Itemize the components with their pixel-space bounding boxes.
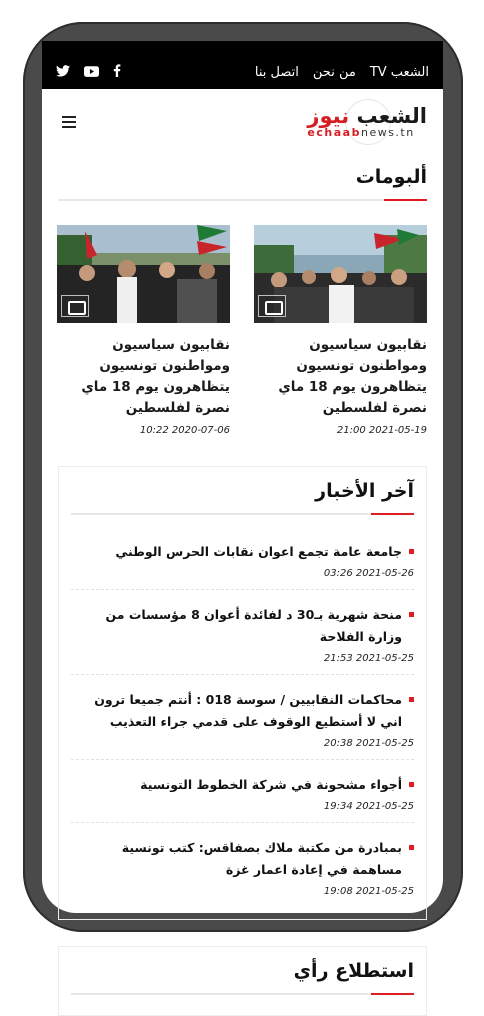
news-item[interactable]: [71, 675, 414, 760]
news-item[interactable]: [71, 527, 414, 590]
social-links: [56, 62, 121, 81]
latest-news-widget: [58, 466, 427, 920]
news-item-date: 21:53 2021-05-25: [323, 653, 414, 664]
youtube-icon[interactable]: [84, 62, 99, 81]
logo-wordmark: الشعب نيوز: [307, 104, 427, 128]
news-item-title[interactable]: جامعة عامة تجمع اعوان نقابات الحرس الوطني: [71, 541, 414, 563]
news-item-title[interactable]: محاكمات النقابيين / سوسة 018 : أنتم جميعا ترون اني لا أستطيع الوقوف على قدمي جراء التعذيب: [71, 689, 414, 733]
albums-title: ألبومات: [355, 166, 427, 188]
news-list: [71, 527, 414, 907]
latest-news-title: آخر الأخبار: [315, 480, 414, 502]
facebook-icon[interactable]: [113, 62, 121, 81]
section-underline: [58, 199, 427, 201]
nav-link-contact[interactable]: اتصل بنا: [254, 65, 299, 80]
album-title[interactable]: نقابيون سياسيون ومواطنون تونسيون يتظاهرون يوم 18 ماي نصرة لفلسطين: [278, 337, 427, 416]
nav-link-about[interactable]: من نحن: [312, 65, 356, 80]
news-item-date: 19:08 2021-05-25: [323, 886, 414, 897]
album-image[interactable]: [57, 225, 230, 323]
poll-header: [71, 957, 414, 995]
gallery-icon: [258, 295, 286, 317]
twitter-icon[interactable]: [56, 62, 70, 81]
album-date: 10:22 2020-07-06: [139, 425, 230, 436]
section-underline: [71, 513, 414, 515]
album-card[interactable]: [254, 225, 427, 436]
logo-domain: echaabnews.tn: [307, 126, 415, 139]
poll-widget: [58, 946, 427, 1016]
news-item-title[interactable]: أجواء مشحونة في شركة الخطوط التونسية: [71, 774, 414, 796]
news-item-date: 03:26 2021-05-26: [323, 568, 414, 579]
news-item-date: 19:34 2021-05-25: [323, 801, 414, 812]
news-item-title[interactable]: منحة شهرية بـ30 د لفائدة أعوان 8 مؤسسات من وزارة الفلاحة: [71, 604, 414, 648]
top-bar: [42, 41, 443, 89]
poll-title: استطلاع رأي: [293, 960, 414, 982]
news-item-date: 20:38 2021-05-25: [323, 738, 414, 749]
news-item[interactable]: [71, 760, 414, 823]
news-item[interactable]: [71, 590, 414, 675]
album-title[interactable]: نقابيون سياسيون ومواطنون تونسيون يتظاهرون يوم 18 ماي نصرة لفلسطين: [81, 337, 230, 416]
gallery-icon: [61, 295, 89, 317]
news-item[interactable]: [71, 823, 414, 907]
top-nav: [255, 65, 429, 81]
albums-grid: [42, 201, 443, 436]
album-date: 21:00 2021-05-19: [336, 425, 427, 436]
menu-icon[interactable]: [62, 116, 76, 128]
album-image[interactable]: [254, 225, 427, 323]
section-underline: [71, 993, 414, 995]
site-header: [42, 89, 443, 155]
nav-link-tv[interactable]: الشعب TV: [369, 65, 429, 80]
phone-screen: [42, 41, 443, 982]
news-item-title[interactable]: بمبادرة من مكتبة ملاك بصفاقس: كتب تونسية مساهمة في إعادة اعمار غزة: [71, 837, 414, 881]
album-card[interactable]: [57, 225, 230, 436]
site-logo[interactable]: [307, 105, 427, 139]
latest-news-header: [71, 477, 414, 515]
albums-header: [42, 155, 443, 201]
